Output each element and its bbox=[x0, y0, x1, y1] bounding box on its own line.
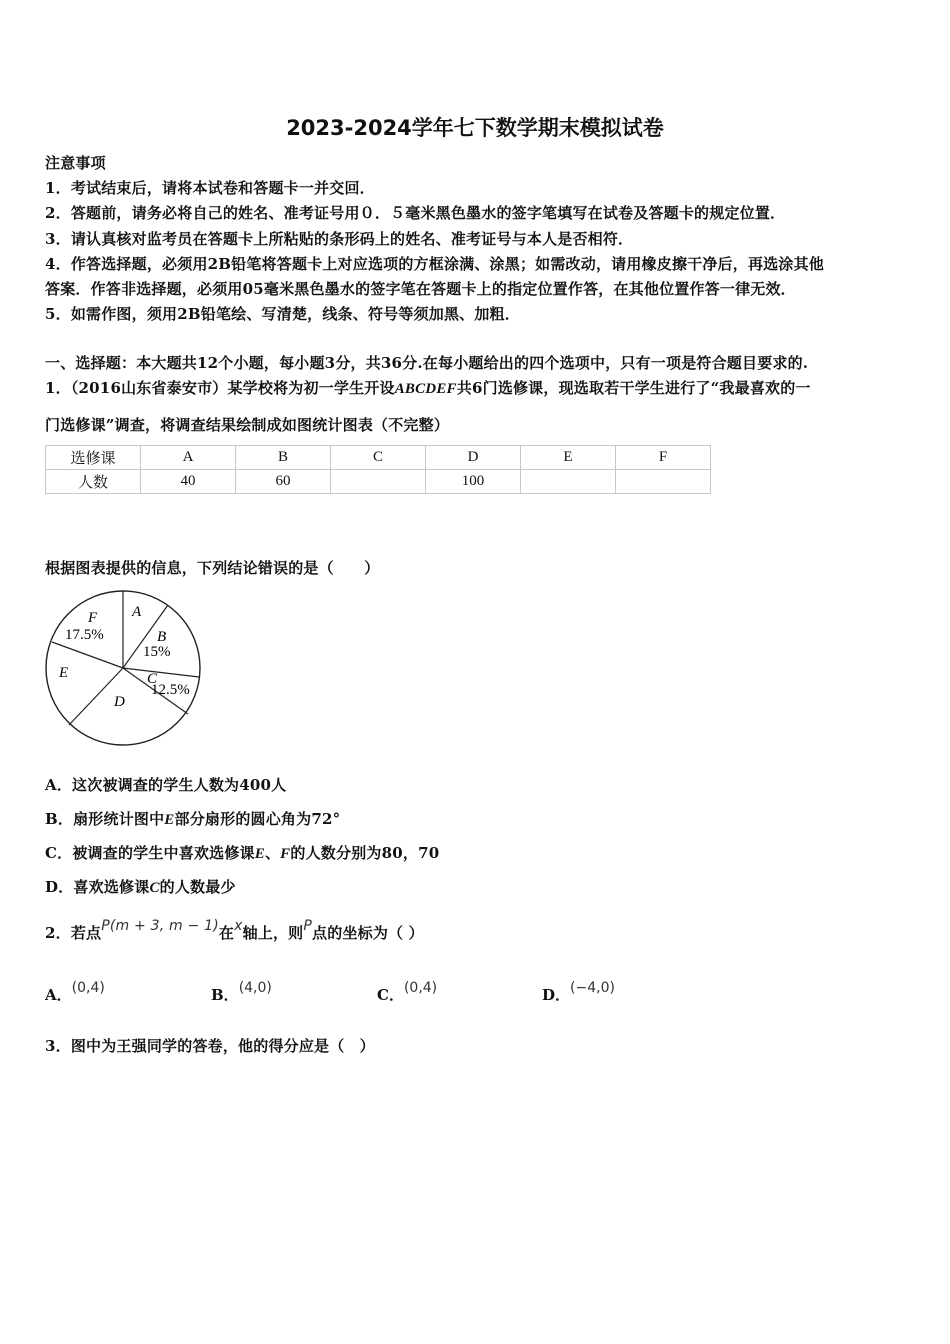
pie-dividers bbox=[52, 591, 199, 725]
q2-stem bbox=[45, 918, 424, 943]
q1-option-a bbox=[45, 774, 286, 795]
q1-option-b bbox=[45, 808, 340, 829]
option-italic: C bbox=[149, 880, 160, 896]
option-value: (4,0) bbox=[238, 980, 272, 996]
option-italic: E bbox=[164, 812, 175, 828]
option-italic: F bbox=[280, 846, 291, 862]
q1-course-letters: ABCDEF bbox=[394, 381, 457, 397]
option-text: 扇形统计图中 bbox=[73, 810, 165, 828]
q1-line-1 bbox=[45, 377, 811, 398]
table-row-header: 人数 bbox=[46, 470, 141, 494]
option-text: 喜欢选修课 bbox=[73, 878, 150, 896]
option-label: B． bbox=[211, 986, 239, 1004]
table-col-b: B bbox=[236, 446, 331, 470]
option-italic: E bbox=[254, 846, 265, 862]
notice-item-4-cont: 答案．作答非选择题，必须用05毫米黑色墨水的签字笔在答题卡上的指定位置作答，在其他位置作答一律无效． bbox=[45, 280, 796, 298]
table-col-d: D bbox=[426, 446, 521, 470]
q2-option-d bbox=[542, 980, 615, 1005]
q2-text: 在 bbox=[218, 924, 235, 942]
q2-point-var: P bbox=[303, 918, 313, 934]
pie-label-c: C bbox=[147, 671, 158, 687]
q1-prompt: 根据图表提供的信息，下列结论错误的是（ ） bbox=[45, 559, 380, 577]
pie-pct-c: 12.5% bbox=[151, 682, 190, 698]
page-title: 2023-2024学年七下数学期末模拟试卷 bbox=[286, 116, 664, 140]
section-heading: 一、选择题：本大题共12个小题，每小题3分，共36分.在每小题给出的四个选项中，只有一项是符合题目要求的. bbox=[45, 354, 809, 372]
notice-item-4: 4．作答选择题，必须用2B铅笔将答题卡上对应选项的方框涂满、涂黑；如需改动，请用橡皮擦干净后，再选涂其他 bbox=[45, 255, 824, 273]
table-row-header: 选修课 bbox=[46, 446, 141, 470]
q1-line-1-b: 共6门选修课，现选取若干学生进行了“我最喜欢的一 bbox=[456, 379, 811, 397]
q2-text: 2．若点 bbox=[45, 924, 102, 942]
option-label: B． bbox=[45, 810, 74, 828]
table-cell-c bbox=[331, 470, 426, 494]
q2-text: 点的坐标为（ ） bbox=[312, 924, 424, 942]
pie-pct-f: 17.5% bbox=[65, 627, 104, 643]
q2-point-formula: P(m + 3, m − 1) bbox=[101, 918, 219, 934]
pie-label-f: F bbox=[88, 610, 98, 626]
q1-data-table bbox=[45, 445, 711, 494]
option-value: (0,4) bbox=[71, 980, 105, 996]
notice-item-1: 1．考试结束后，请将本试卷和答题卡一并交回． bbox=[45, 179, 375, 197]
option-text: 的人数最少 bbox=[159, 878, 236, 896]
option-text: 被调查的学生中喜欢选修课 bbox=[72, 844, 255, 862]
option-text: 这次被调查的学生人数为400人 bbox=[72, 776, 287, 794]
q1-pie-figure bbox=[44, 588, 206, 750]
table-row bbox=[46, 446, 711, 470]
q1-line-1-a: 1．（2016山东省泰安市）某学校将为初一学生开设 bbox=[45, 379, 395, 397]
pie-pct-b: 15% bbox=[143, 644, 171, 660]
q2-option-a bbox=[45, 980, 105, 1005]
pie-label-b: B bbox=[157, 629, 167, 645]
table-cell-e bbox=[521, 470, 616, 494]
table-cell-a: 40 bbox=[141, 470, 236, 494]
table-col-e: E bbox=[521, 446, 616, 470]
q2-option-b bbox=[211, 980, 272, 1005]
option-label: A． bbox=[45, 986, 72, 1004]
q1-line-2: 门选修课”调查，将调查结果绘制成如图统计图表（不完整） bbox=[45, 416, 450, 434]
option-text: 部分扇形的圆心角为72° bbox=[174, 810, 341, 828]
option-label: C． bbox=[45, 844, 73, 862]
option-label: A． bbox=[45, 776, 73, 794]
table-col-a: A bbox=[141, 446, 236, 470]
q3-stem: 3．图中为王强同学的答卷，他的得分应是（ ） bbox=[45, 1037, 375, 1055]
option-label: D． bbox=[45, 878, 74, 896]
notice-item-3: 3．请认真核对监考员在答题卡上所粘贴的条形码上的姓名、准考证号与本人是否相符． bbox=[45, 230, 634, 248]
pie-label-a: A bbox=[132, 604, 142, 620]
option-text: 、 bbox=[264, 844, 281, 862]
notice-heading: 注意事项 bbox=[45, 154, 106, 172]
table-row bbox=[46, 470, 711, 494]
q2-text: 轴上，则 bbox=[242, 924, 304, 942]
q1-option-c bbox=[45, 842, 439, 863]
option-value: (−4,0) bbox=[570, 980, 615, 996]
table-col-f: F bbox=[616, 446, 711, 470]
table-cell-b: 60 bbox=[236, 470, 331, 494]
pie-label-e: E bbox=[59, 665, 69, 681]
option-label: C． bbox=[377, 986, 404, 1004]
pie-label-d: D bbox=[114, 694, 125, 710]
table-col-c: C bbox=[331, 446, 426, 470]
option-label: D． bbox=[542, 986, 571, 1004]
q2-option-c bbox=[377, 980, 438, 1005]
notice-item-5: 5．如需作图，须用2B铅笔绘、写清楚，线条、符号等须加黑、加粗． bbox=[45, 305, 520, 323]
table-cell-d: 100 bbox=[426, 470, 521, 494]
notice-item-2: 2．答题前，请务必将自己的姓名、准考证号用０．５毫米黑色墨水的签字笔填写在试卷及答题卡的规定位置． bbox=[45, 204, 786, 222]
q2-axis-var: x bbox=[234, 918, 243, 934]
q1-option-d bbox=[45, 876, 236, 897]
table-cell-f bbox=[616, 470, 711, 494]
option-text: 的人数分别为80，70 bbox=[290, 844, 440, 862]
option-value: (0,4) bbox=[403, 980, 438, 996]
